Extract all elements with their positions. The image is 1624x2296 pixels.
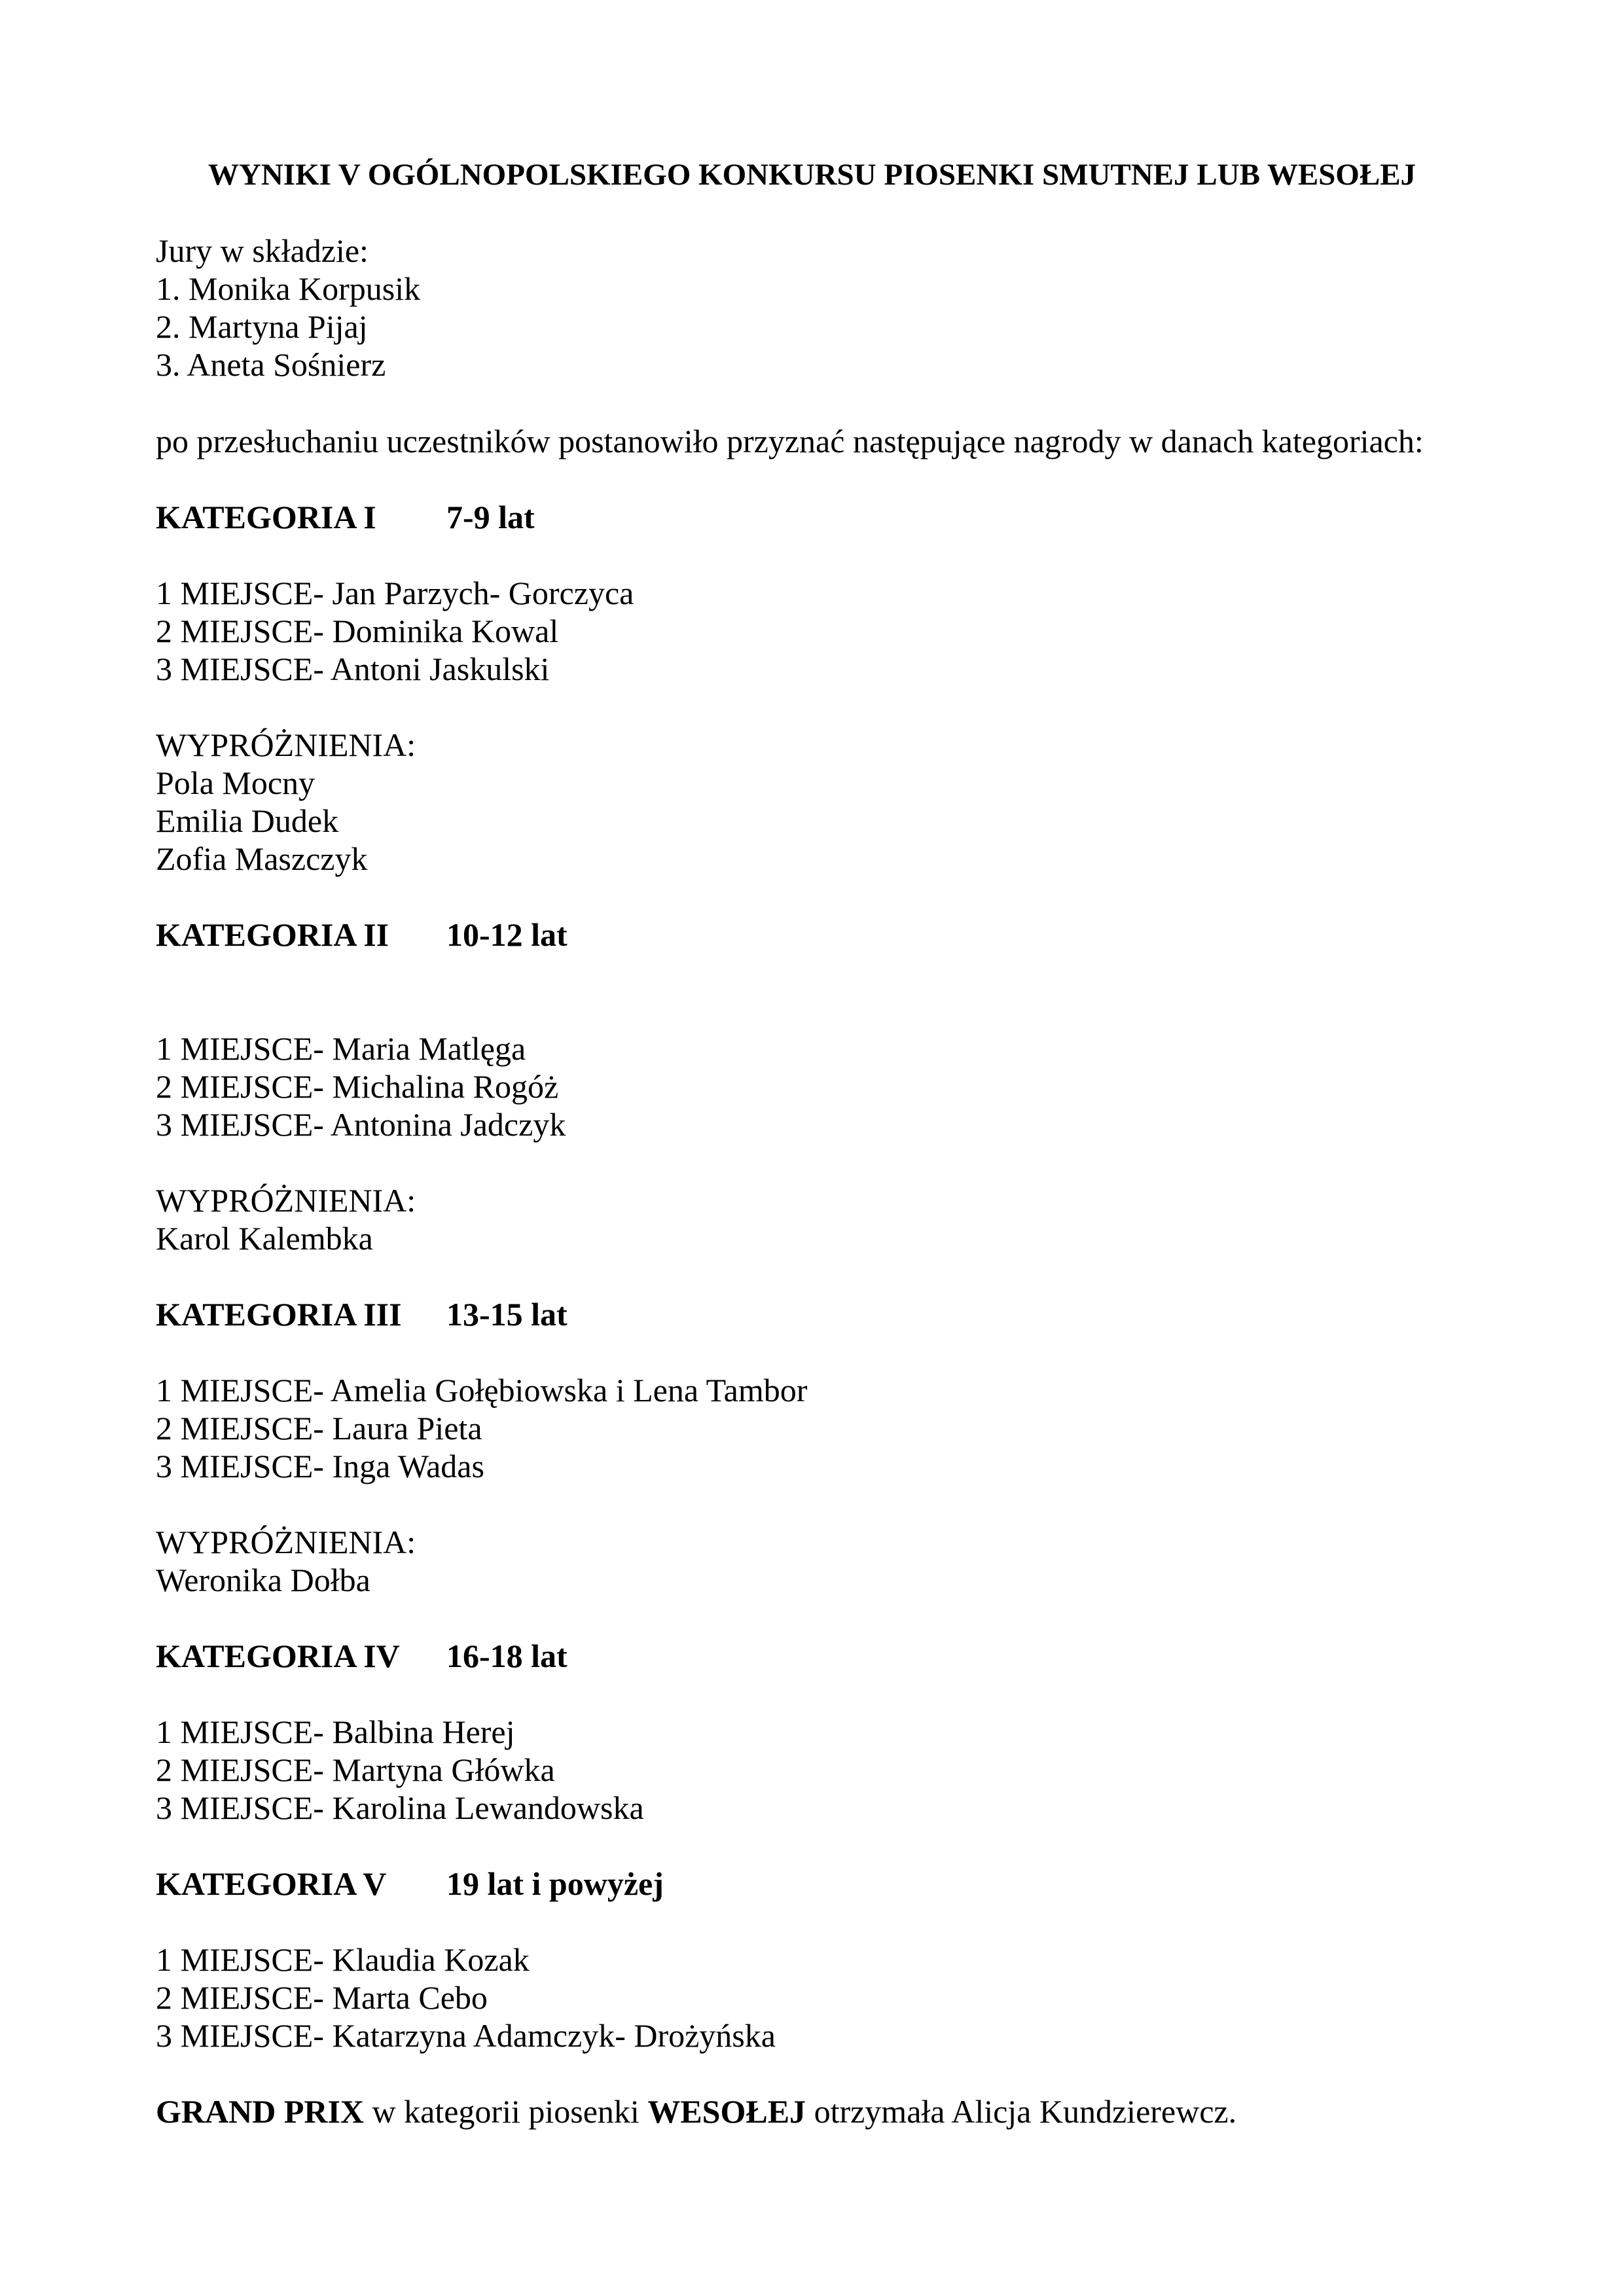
category-age: 19 lat i powyżej (446, 1865, 664, 1902)
place-entry: 2 MIEJSCE- Martyna Główka (156, 1751, 555, 1788)
category-age: 16-18 lat (446, 1638, 568, 1674)
category-age: 10-12 lat (446, 916, 568, 953)
place-entry: 3 MIEJSCE- Antoni Jaskulski (156, 651, 550, 687)
place-entry: 1 MIEJSCE- Balbina Herej (156, 1713, 515, 1750)
place-entry: 1 MIEJSCE- Jan Parzych- Gorczyca (156, 575, 634, 611)
place-entry: 1 MIEJSCE- Maria Matlęga (156, 1030, 526, 1067)
document-title: WYNIKI V OGÓLNOPOLSKIEGO KONKURSU PIOSENKI SMUTNEJ LUB WESOŁEJ (208, 158, 1416, 192)
place-entry: 3 MIEJSCE- Karolina Lewandowska (156, 1789, 644, 1826)
place-entry: 3 MIEJSCE- Katarzyna Adamczyk- Drożyńska (156, 2017, 776, 2054)
place-entry: 3 MIEJSCE- Inga Wadas (156, 1448, 484, 1484)
category-heading (156, 1637, 568, 1675)
place-entry: 3 MIEJSCE- Antonina Jadczyk (156, 1106, 566, 1143)
category-heading (156, 1295, 568, 1333)
category-age: 7-9 lat (446, 499, 535, 535)
jury-member: 2. Martyna Pijaj (156, 308, 368, 345)
honorable-heading: WYPRÓŻNIENIA: (156, 1524, 416, 1560)
grand-prix-text: w kategorii piosenki (364, 2093, 648, 2130)
place-entry: 1 MIEJSCE- Klaudia Kozak (156, 1941, 530, 1978)
category-label: KATEGORIA I (156, 499, 376, 535)
grand-prix-line (156, 2092, 1236, 2130)
intro-text: po przesłuchaniu uczestników postanowiło przyznać następujące nagrody w danach kategoriach: (156, 423, 1424, 459)
category-heading (156, 916, 568, 954)
honorable-entry: Weronika Dołba (156, 1562, 370, 1598)
place-entry: 2 MIEJSCE- Laura Pieta (156, 1410, 482, 1446)
jury-heading: Jury w składzie: (156, 232, 369, 269)
category-label: KATEGORIA II (156, 916, 389, 953)
grand-prix-winner: otrzymała Alicja Kundzierewcz. (806, 2093, 1237, 2130)
category-label: KATEGORIA V (156, 1865, 387, 1902)
category-label: KATEGORIA III (156, 1296, 402, 1333)
category-heading (156, 1865, 664, 1903)
place-entry: 2 MIEJSCE- Michalina Rogóż (156, 1068, 559, 1105)
honorable-entry: Pola Mocny (156, 764, 316, 801)
grand-prix-category: WESOŁEJ (647, 2093, 806, 2130)
grand-prix-label: GRAND PRIX (156, 2093, 365, 2130)
place-entry: 2 MIEJSCE- Dominika Kowal (156, 613, 559, 649)
honorable-entry: Zofia Maszczyk (156, 840, 368, 877)
honorable-heading: WYPRÓŻNIENIA: (156, 1182, 416, 1219)
category-label: KATEGORIA IV (156, 1638, 400, 1674)
honorable-entry: Karol Kalembka (156, 1220, 373, 1257)
honorable-entry: Emilia Dudek (156, 802, 339, 839)
honorable-heading: WYPRÓŻNIENIA: (156, 726, 416, 763)
place-entry: 2 MIEJSCE- Marta Cebo (156, 1979, 488, 2016)
jury-member: 1. Monika Korpusik (156, 270, 421, 307)
place-entry: 1 MIEJSCE- Amelia Gołębiowska i Lena Tambor (156, 1372, 808, 1408)
jury-member: 3. Aneta Sośnierz (156, 346, 386, 383)
category-heading (156, 498, 535, 536)
category-age: 13-15 lat (446, 1296, 568, 1333)
